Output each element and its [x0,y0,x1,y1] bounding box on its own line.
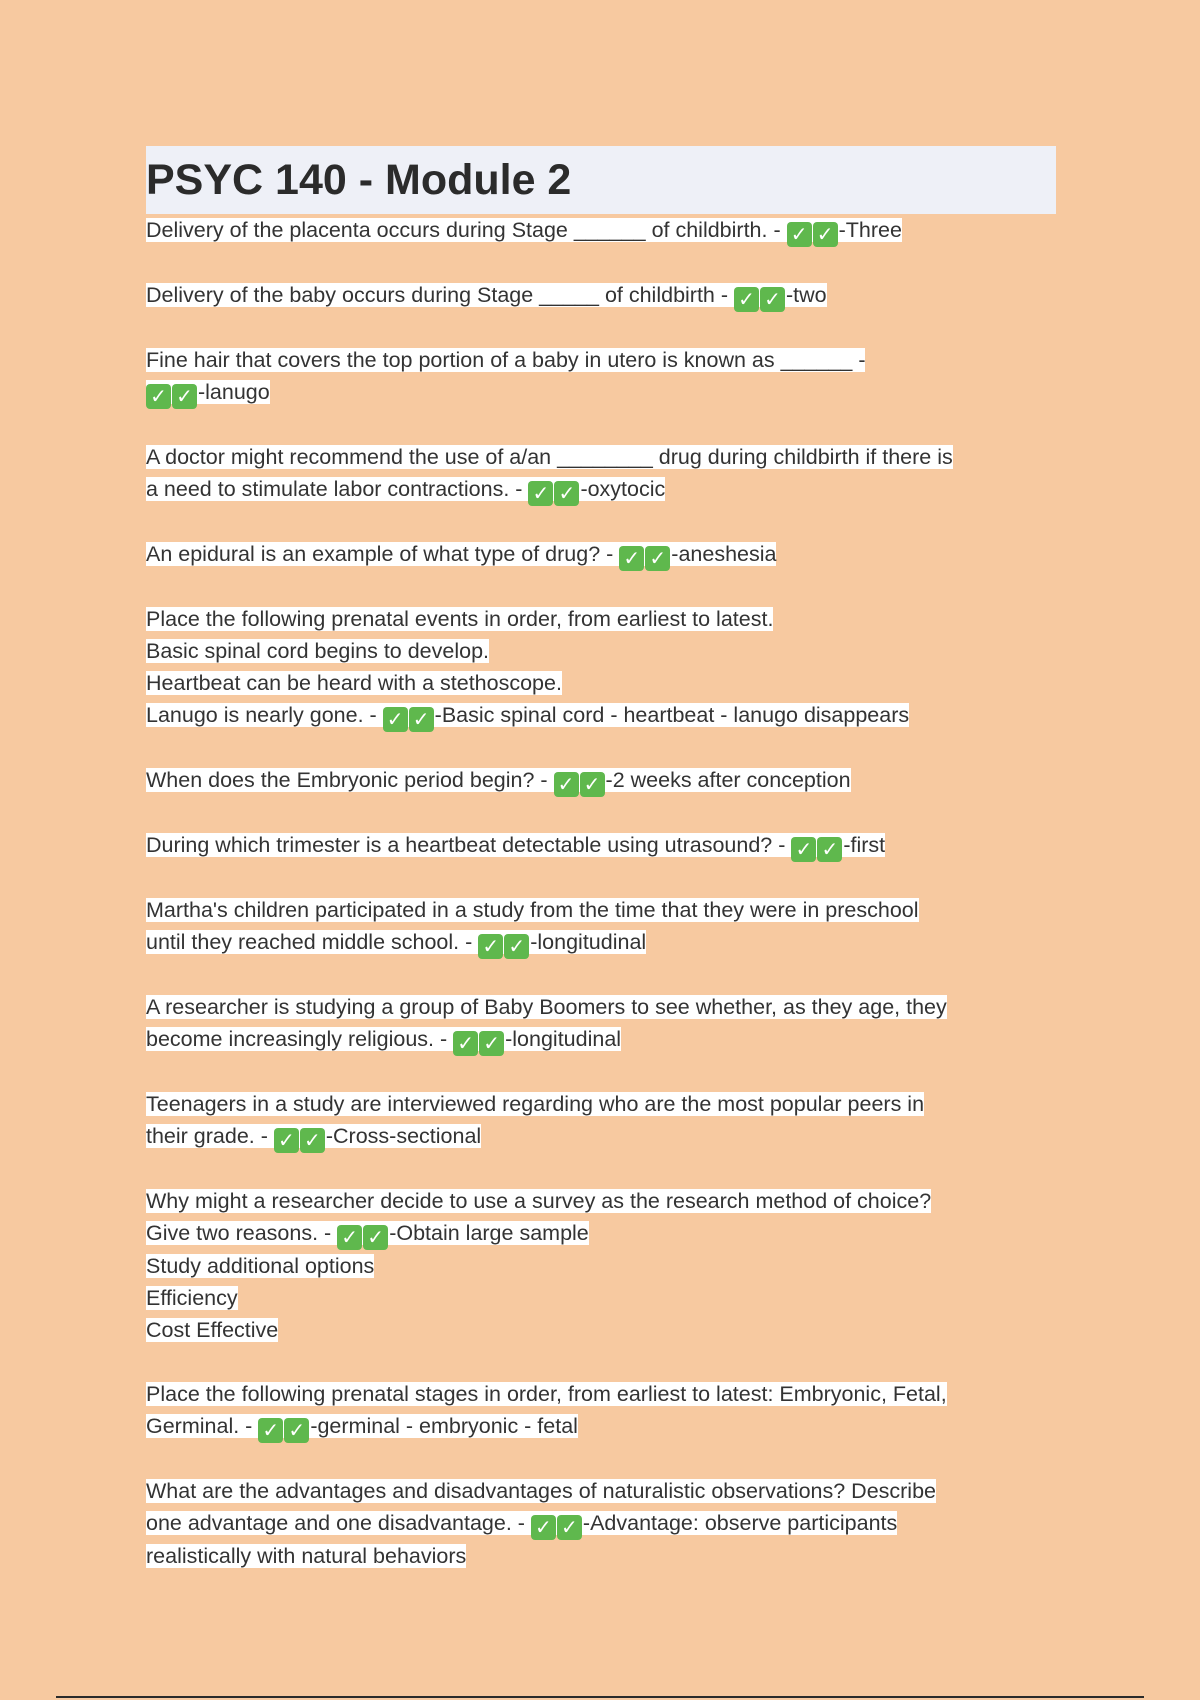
answer-text: realistically with natural behaviors [146,1544,467,1568]
answer-text: -first [843,833,886,857]
question-text: An epidural is an example of what type of drug? - [146,542,620,566]
answer-marker [787,218,902,246]
qa-item [146,279,1056,312]
qa-line [146,894,1056,926]
qa-line [146,667,1056,699]
answer-marker [478,930,647,958]
answer-text: -Three [838,218,902,242]
question-text: Give two reasons. - [146,1221,338,1245]
question-text: become increasingly religious. - [146,1027,454,1051]
answer-marker [337,1221,589,1249]
check-icon: ✓ [813,222,838,247]
check-icon: ✓ [580,772,605,797]
qa-line [146,1507,1056,1540]
question-text: Teenagers in a study are interviewed regarding who are the most popular peers in [146,1092,925,1116]
qa-line [146,926,1056,959]
question-text: What are the advantages and disadvantages of naturalistic observations? Describe [146,1479,936,1503]
question-text: A researcher is studying a group of Baby Boomers to see whether, as they age, they [146,995,947,1019]
check-icon: ✓ [504,934,529,959]
check-icon: ✓ [554,772,579,797]
answer-marker [619,542,777,570]
qa-line [146,991,1056,1023]
answer-text: -Basic spinal cord - heartbeat - lanugo disappears [434,703,910,727]
qa-line [146,603,1056,635]
qa-item [146,991,1056,1056]
qa-item [146,214,1056,247]
document-body [146,146,1056,1604]
question-text: Martha's children participated in a study from the time that they were in preschool [146,898,919,922]
question-text: one advantage and one disadvantage. - [146,1511,531,1535]
answer-text: Study additional options [146,1254,375,1278]
question-text: until they reached middle school. - [146,930,479,954]
qa-line [146,279,1056,312]
footer-divider [56,1696,1144,1698]
check-icon: ✓ [734,287,759,312]
qa-line [146,1023,1056,1056]
qa-line [146,214,1056,247]
check-icon: ✓ [284,1418,309,1443]
answer-marker [453,1027,622,1055]
check-icon: ✓ [619,546,644,571]
answer-text: -2 weeks after conception [605,768,851,792]
answer-text: -lanugo [198,380,270,404]
answer-marker [531,1511,898,1539]
question-text: During which trimester is a heartbeat detectable using utrasound? - [146,833,792,857]
question-text: Delivery of the baby occurs during Stage _____ of childbirth - [146,283,734,307]
check-icon: ✓ [787,222,812,247]
check-icon: ✓ [557,1515,582,1540]
question-text: Basic spinal cord begins to develop. [146,639,490,663]
qa-line [146,1475,1056,1507]
document-title: PSYC 140 - Module 2 [146,155,572,204]
qa-item [146,538,1056,571]
check-icon: ✓ [817,837,842,862]
check-icon: ✓ [478,934,503,959]
qa-item [146,1378,1056,1443]
qa-line [146,1217,1056,1250]
answer-text: Cost Effective [146,1318,279,1342]
question-text: A doctor might recommend the use of a/an ________ drug during childbirth if there is [146,445,953,469]
check-icon: ✓ [531,1515,556,1540]
qa-item [146,1088,1056,1153]
question-text: their grade. - [146,1124,274,1148]
question-text: Lanugo is nearly gone. - [146,703,383,727]
answer-text: -Obtain large sample [389,1221,589,1245]
answer-marker [146,380,270,408]
qa-list [146,214,1056,1572]
check-icon: ✓ [645,546,670,571]
qa-line [146,699,1056,732]
check-icon: ✓ [409,707,434,732]
answer-text: Efficiency [146,1286,238,1310]
qa-item [146,829,1056,862]
question-text: Germinal. - [146,1414,259,1438]
qa-line [146,1378,1056,1410]
answer-text: -Cross-sectional [325,1124,482,1148]
answer-line [146,1314,1056,1346]
question-text: Delivery of the placenta occurs during Stage ______ of childbirth. - [146,218,787,242]
question-text: Place the following prenatal stages in order, from earliest to latest: Embryonic, Fetal, [146,1382,947,1406]
check-icon: ✓ [760,287,785,312]
qa-item [146,1185,1056,1346]
check-icon: ✓ [554,481,579,506]
check-icon: ✓ [337,1225,362,1250]
check-icon: ✓ [453,1031,478,1056]
answer-marker [274,1124,482,1152]
qa-item [146,764,1056,797]
check-icon: ✓ [791,837,816,862]
answer-marker [791,833,886,861]
qa-line [146,538,1056,571]
qa-item [146,603,1056,732]
answer-text: -aneshesia [671,542,777,566]
question-text: Heartbeat can be heard with a stethoscope. [146,671,562,695]
answer-text: -oxytocic [580,477,666,501]
answer-text: -longitudinal [505,1027,622,1051]
qa-line [146,1120,1056,1153]
check-icon: ✓ [274,1128,299,1153]
qa-line [146,829,1056,862]
answer-marker [383,703,910,731]
answer-marker [554,768,851,796]
title-bar [146,146,1056,214]
answer-line [146,1282,1056,1314]
answer-marker [734,283,827,311]
check-icon: ✓ [258,1418,283,1443]
qa-line [146,635,1056,667]
answer-text: -two [786,283,827,307]
answer-marker [258,1414,578,1442]
check-icon: ✓ [479,1031,504,1056]
question-text: When does the Embryonic period begin? - [146,768,554,792]
answer-text: -Advantage: observe participants [582,1511,898,1535]
qa-item [146,894,1056,959]
question-text: Fine hair that covers the top portion of a baby in utero is known as ______ - [146,348,866,372]
answer-text: -germinal - embryonic - fetal [310,1414,578,1438]
qa-line [146,1088,1056,1120]
question-text: Place the following prenatal events in order, from earliest to latest. [146,607,774,631]
qa-line [146,441,1056,473]
answer-line [146,1250,1056,1282]
check-icon: ✓ [300,1128,325,1153]
answer-marker [528,477,666,505]
question-text: Why might a researcher decide to use a survey as the research method of choice? [146,1189,932,1213]
qa-line [146,764,1056,797]
answer-text: -longitudinal [530,930,647,954]
qa-line [146,344,1056,376]
qa-line [146,473,1056,506]
qa-item [146,1475,1056,1572]
check-icon: ✓ [146,384,171,409]
check-icon: ✓ [172,384,197,409]
check-icon: ✓ [528,481,553,506]
answer-line [146,1540,1056,1572]
qa-line [146,376,1056,409]
qa-line [146,1185,1056,1217]
check-icon: ✓ [363,1225,388,1250]
check-icon: ✓ [383,707,408,732]
qa-line [146,1410,1056,1443]
question-text: a need to stimulate labor contractions. - [146,477,529,501]
qa-item [146,344,1056,409]
qa-item [146,441,1056,506]
